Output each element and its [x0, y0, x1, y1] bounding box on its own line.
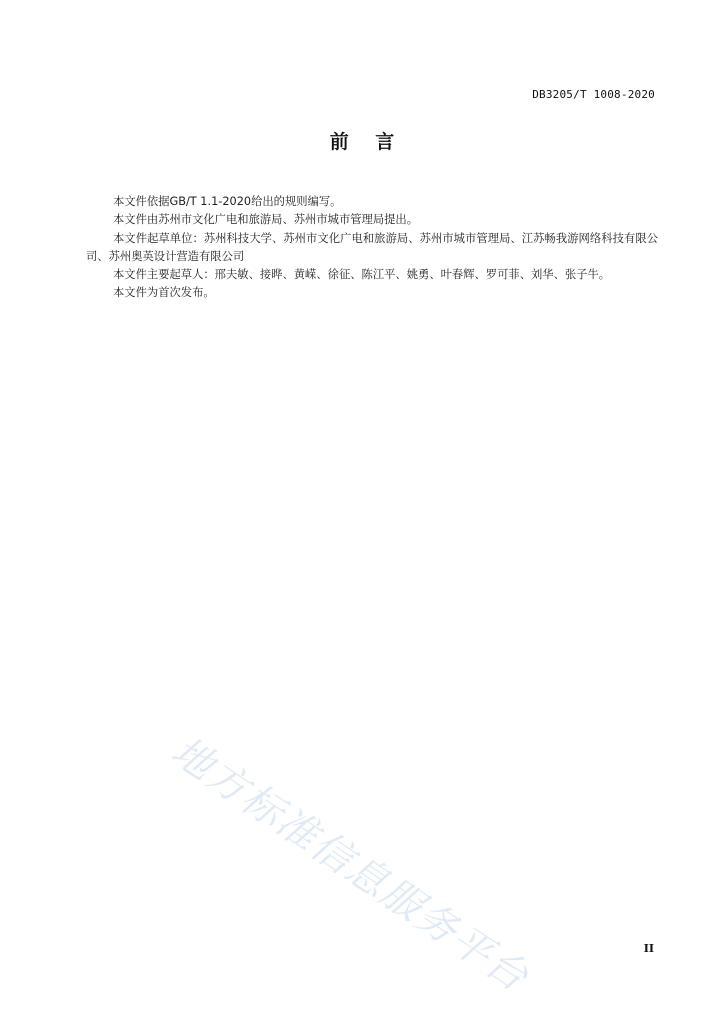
paragraph-drafting-rules: 本文件依据GB/T 1.1-2020给出的规则编写。 [113, 195, 342, 208]
paragraph-proposer: 本文件由苏州市文化广电和旅游局、苏州市城市管理局提出。 [113, 213, 419, 227]
paragraph-drafters: 本文件主要起草人：邢夫敏、接晔、黄嵘、徐征、陈江平、姚勇、叶春辉、罗可菲、刘华、张子牛。 [113, 268, 611, 282]
watermark: 地方标准信息服务平台 [163, 728, 538, 1002]
paragraph-first-release: 本文件为首次发布。 [113, 286, 215, 300]
page-number: II [643, 942, 654, 955]
foreword-body [86, 193, 658, 303]
section-title: 前 言 [329, 131, 395, 153]
document-code: DB3205/T 1008-2020 [532, 88, 655, 101]
paragraph-drafting-units: 本文件起草单位：苏州科技大学、苏州市文化广电和旅游局、苏州市城市管理局、江苏畅我游网络科技有限公司、苏州奥英设计营造有限公司 [86, 231, 658, 263]
